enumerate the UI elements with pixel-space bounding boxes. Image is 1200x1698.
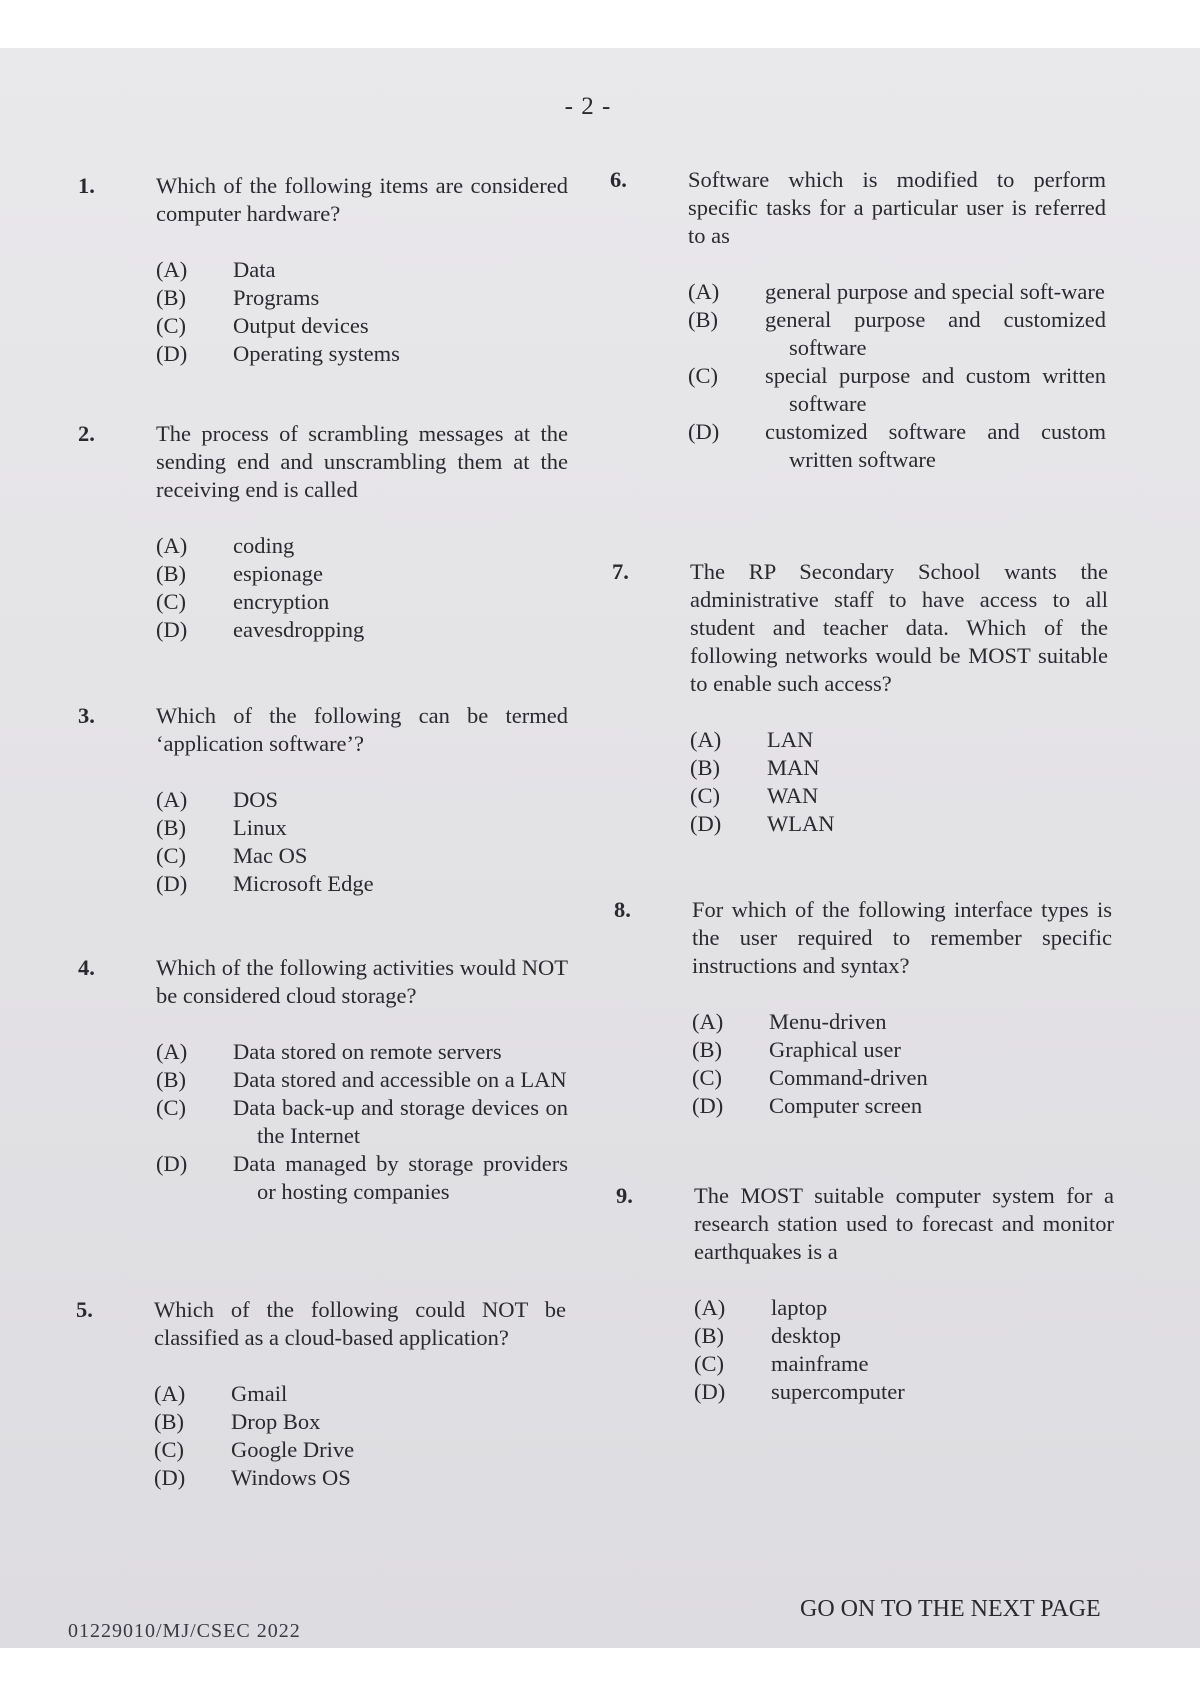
option-text: Data stored and accessible on a LAN: [233, 1067, 567, 1092]
option-letter: (C): [692, 1065, 722, 1090]
option-text: Windows OS: [231, 1465, 351, 1490]
option-text: WLAN: [767, 811, 835, 836]
option-text: WAN: [767, 783, 819, 808]
option-text: Data managed by storage providers or hosting companies: [233, 1151, 568, 1204]
options-list: [692, 1008, 1112, 1120]
option-letter: (C): [156, 589, 186, 614]
option-letter: (C): [156, 1095, 186, 1120]
question-number: 5.: [76, 1297, 93, 1322]
option-letter: (C): [156, 843, 186, 868]
question-number: 6.: [610, 167, 627, 192]
question-number: 8.: [614, 897, 631, 922]
option-letter: (D): [692, 1093, 724, 1118]
options-list: [156, 256, 568, 368]
option-c: [154, 1436, 566, 1464]
option-d: [694, 1378, 1114, 1406]
question-stem: For which of the following interface types is the user required to remember specific instructions and syntax?: [692, 897, 1112, 978]
option-text: Graphical user: [769, 1037, 901, 1062]
option-letter: (D): [156, 871, 188, 896]
option-text: espionage: [233, 561, 323, 586]
option-text: encryption: [233, 589, 330, 614]
option-a: [688, 278, 1106, 306]
option-letter: (A): [156, 1039, 188, 1064]
option-letter: (A): [156, 533, 188, 558]
option-text: Programs: [233, 285, 320, 310]
option-b: [690, 754, 1108, 782]
option-text: Data: [233, 257, 276, 282]
option-a: [156, 786, 568, 814]
option-letter: (B): [156, 285, 186, 310]
options-list: [154, 1380, 566, 1492]
question-stem: Which of the following activities would NOT be considered cloud storage?: [156, 955, 568, 1008]
option-a: [156, 1038, 568, 1066]
question-stem: Which of the following items are considered computer hardware?: [156, 173, 568, 226]
option-c: [690, 782, 1108, 810]
option-text: Data back-up and storage devices on the Internet: [233, 1095, 568, 1148]
option-text: Gmail: [231, 1381, 288, 1406]
question-number: 1.: [78, 173, 95, 198]
option-letter: (C): [156, 313, 186, 338]
option-text: supercomputer: [771, 1379, 905, 1404]
option-text: Microsoft Edge: [233, 871, 374, 896]
option-text: desktop: [771, 1323, 841, 1348]
option-text: MAN: [767, 755, 820, 780]
option-d: [156, 616, 568, 644]
option-a: [690, 726, 1108, 754]
question-number: 9.: [616, 1183, 633, 1208]
option-b: [156, 814, 568, 842]
option-letter: (C): [154, 1437, 184, 1462]
option-letter: (D): [688, 419, 720, 444]
options-list: [688, 278, 1106, 474]
option-text: general purpose and special soft-ware: [765, 279, 1105, 304]
options-list: [694, 1294, 1114, 1406]
option-d: [156, 340, 568, 368]
question-stem: Which of the following can be termed ‘application software’?: [156, 703, 568, 756]
option-text: Data stored on remote servers: [233, 1039, 502, 1064]
option-letter: (D): [694, 1379, 726, 1404]
question-number: 3.: [78, 703, 95, 728]
option-c: [694, 1350, 1114, 1378]
page-number: - 2 -: [564, 93, 612, 120]
options-list: [156, 532, 568, 644]
option-d: [156, 1150, 568, 1206]
option-c: [156, 842, 568, 870]
option-letter: (A): [690, 727, 722, 752]
option-letter: (A): [692, 1009, 724, 1034]
option-letter: (B): [692, 1037, 722, 1062]
question-stem: The RP Secondary School wants the administrative staff to have access to all student and teacher data. Which of the following networks would be MOST suitable to enable such access?: [690, 559, 1108, 696]
option-letter: (A): [688, 279, 720, 304]
option-letter: (C): [688, 363, 718, 388]
option-d: [688, 418, 1106, 474]
option-text: customized software and custom written software: [765, 419, 1106, 472]
option-letter: (A): [694, 1295, 726, 1320]
option-letter: (B): [156, 561, 186, 586]
option-text: Drop Box: [231, 1409, 321, 1434]
option-letter: (D): [156, 1151, 188, 1176]
option-letter: (D): [690, 811, 722, 836]
option-text: Output devices: [233, 313, 369, 338]
option-text: general purpose and customized software: [765, 307, 1106, 360]
option-c: [692, 1064, 1112, 1092]
question-stem: Software which is modified to perform specific tasks for a particular user is referred to as: [688, 167, 1106, 248]
question-stem: Which of the following could NOT be classified as a cloud-based application?: [154, 1297, 566, 1350]
option-text: DOS: [233, 787, 279, 812]
option-letter: (D): [156, 341, 188, 366]
exam-code: 01229010/MJ/CSEC 2022: [68, 1620, 301, 1642]
option-text: Mac OS: [233, 843, 308, 868]
next-page-notice: GO ON TO THE NEXT PAGE: [800, 1596, 1101, 1622]
option-b: [692, 1036, 1112, 1064]
option-letter: (A): [154, 1381, 186, 1406]
option-text: eavesdropping: [233, 617, 365, 642]
option-a: [694, 1294, 1114, 1322]
option-c: [156, 1094, 568, 1150]
option-letter: (D): [154, 1465, 186, 1490]
option-text: special purpose and custom written software: [765, 363, 1106, 416]
option-letter: (B): [156, 1067, 186, 1092]
option-a: [156, 256, 568, 284]
option-text: Command-driven: [769, 1065, 928, 1090]
question-number: 4.: [78, 955, 95, 980]
option-text: mainframe: [771, 1351, 869, 1376]
option-d: [692, 1092, 1112, 1120]
options-list: [156, 786, 568, 898]
option-a: [692, 1008, 1112, 1036]
option-text: laptop: [771, 1295, 828, 1320]
option-text: Operating systems: [233, 341, 400, 366]
option-letter: (B): [688, 307, 718, 332]
option-a: [154, 1380, 566, 1408]
option-letter: (B): [156, 815, 186, 840]
option-b: [156, 284, 568, 312]
question-stem: The MOST suitable computer system for a research station used to forecast and monitor earthquakes is a: [694, 1183, 1114, 1264]
option-text: Linux: [233, 815, 287, 840]
option-d: [154, 1464, 566, 1492]
option-b: [154, 1408, 566, 1436]
option-letter: (B): [690, 755, 720, 780]
option-text: Menu-driven: [769, 1009, 887, 1034]
option-letter: (B): [694, 1323, 724, 1348]
option-letter: (A): [156, 257, 188, 282]
options-list: [156, 1038, 568, 1206]
question-number: 7.: [612, 559, 629, 584]
option-text: coding: [233, 533, 295, 558]
option-d: [690, 810, 1108, 838]
option-text: Computer screen: [769, 1093, 923, 1118]
option-d: [156, 870, 568, 898]
option-letter: (D): [156, 617, 188, 642]
option-c: [156, 588, 568, 616]
option-letter: (A): [156, 787, 188, 812]
option-text: Google Drive: [231, 1437, 355, 1462]
option-b: [694, 1322, 1114, 1350]
option-a: [156, 532, 568, 560]
option-text: LAN: [767, 727, 814, 752]
question-stem: The process of scrambling messages at the sending end and unscrambling them at the receiving end is called: [156, 421, 568, 502]
option-b: [156, 560, 568, 588]
question-number: 2.: [78, 421, 95, 446]
option-b: [156, 1066, 568, 1094]
option-c: [156, 312, 568, 340]
option-letter: (B): [154, 1409, 184, 1434]
options-list: [690, 726, 1108, 838]
option-letter: (C): [694, 1351, 724, 1376]
option-c: [688, 362, 1106, 418]
option-b: [688, 306, 1106, 362]
option-letter: (C): [690, 783, 720, 808]
